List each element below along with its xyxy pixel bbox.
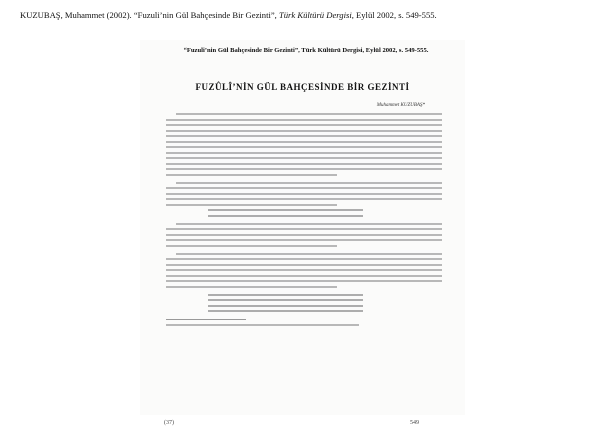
- text-line: [166, 239, 442, 241]
- scanned-page: [140, 40, 465, 426]
- text-line: [166, 269, 442, 271]
- text-line: [166, 141, 442, 143]
- citation-journal: Türk Kültürü Dergisi: [278, 10, 352, 20]
- text-line: [176, 223, 442, 225]
- scan-page-number: 549: [410, 420, 419, 426]
- poem-line: [208, 305, 363, 307]
- text-line: [166, 198, 442, 200]
- scan-body-text: [166, 113, 442, 329]
- text-line: [166, 264, 442, 266]
- text-line: [166, 168, 442, 170]
- text-line: [166, 135, 442, 137]
- citation-author: KUZUBAŞ, Muhammet (2002).: [20, 10, 134, 20]
- citation-separator: ,: [274, 10, 279, 20]
- text-line: [176, 113, 442, 115]
- text-line: [166, 163, 442, 165]
- scan-author: Muhammet KUZUBAŞ*: [376, 103, 425, 108]
- text-line: [166, 146, 442, 148]
- poem-line: [208, 209, 363, 211]
- text-line: [176, 182, 442, 184]
- text-line: [166, 174, 337, 176]
- scan-article-title: FUZÛLÎ’NİN GÜL BAHÇESİNDE BİR GEZİNTİ: [195, 82, 410, 92]
- text-line: [166, 286, 337, 288]
- text-line: [166, 245, 337, 247]
- text-line: [176, 253, 442, 255]
- text-line: [166, 157, 442, 159]
- text-line: [166, 193, 442, 195]
- scan-page-left: (37): [164, 420, 174, 426]
- text-line: [166, 275, 442, 277]
- scan-header: “Fuzuli’nin Gül Bahçesinde Bir Gezinti”, Türk Kültürü Dergisi, Eylül 2002, s. 549-555.: [183, 47, 429, 54]
- footnote-line: [166, 324, 359, 326]
- text-line: [166, 187, 442, 189]
- poem-line: [208, 299, 363, 301]
- text-line: [166, 228, 442, 230]
- text-line: [166, 258, 442, 260]
- text-line: [166, 130, 442, 132]
- poem-line: [208, 310, 363, 312]
- text-line: [166, 124, 442, 126]
- citation-line: [20, 10, 590, 21]
- text-line: [166, 152, 442, 154]
- footnote-rule: [166, 319, 246, 320]
- text-line: [166, 234, 442, 236]
- poem-line: [208, 215, 363, 217]
- text-line: [166, 280, 442, 282]
- text-line: [166, 204, 337, 206]
- text-line: [166, 119, 442, 121]
- citation-rest: , Eylül 2002, s. 549-555.: [351, 10, 437, 20]
- poem-line: [208, 294, 363, 296]
- citation-title: “Fuzuli’nin Gül Bahçesinde Bir Gezinti”: [133, 10, 275, 20]
